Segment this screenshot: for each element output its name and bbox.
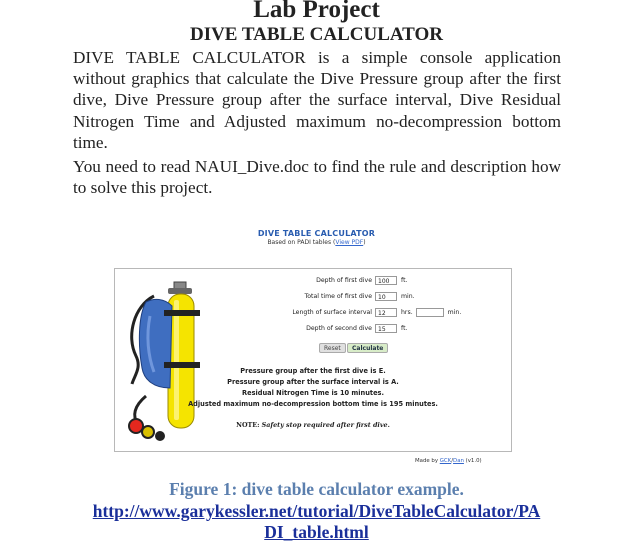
time-first-dive-input[interactable]: 10 bbox=[375, 292, 397, 301]
result-adjusted-bottom-time: Adjusted maximum no-decompression bottom time is 195 minutes. bbox=[188, 400, 438, 408]
instruction-paragraph: You need to read NAUI_Dive.doc to find the rule and description how to solve this project. bbox=[73, 157, 561, 198]
depth-first-dive-row bbox=[230, 276, 407, 285]
surface-interval-label: Length of surface interval bbox=[292, 309, 372, 316]
note-text: Safety stop required after first dive. bbox=[261, 421, 390, 429]
safety-note bbox=[114, 421, 512, 429]
time-first-dive-label: Total time of first dive bbox=[304, 293, 372, 300]
reset-button[interactable]: Reset bbox=[319, 343, 346, 353]
result-pressure-group-surface: Pressure group after the surface interval is A. bbox=[227, 378, 399, 386]
figure-caption: Figure 1: dive table calculator example. bbox=[169, 479, 464, 499]
made-by-credit bbox=[415, 458, 482, 464]
depth-second-dive-unit: ft. bbox=[401, 325, 408, 332]
made-by-prefix: Made by bbox=[415, 458, 440, 464]
made-by-separator: / bbox=[451, 458, 454, 464]
made-by-link-gck[interactable]: GCK bbox=[439, 458, 452, 464]
depth-first-dive-unit: ft. bbox=[401, 277, 408, 284]
made-by-link-dan[interactable]: Dan bbox=[453, 458, 464, 464]
source-url-line2[interactable]: DI_table.html bbox=[264, 522, 369, 542]
doc-title: Lab Project bbox=[253, 0, 380, 23]
doc-subtitle: DIVE TABLE CALCULATOR bbox=[189, 24, 444, 45]
result-residual-nitrogen: Residual Nitrogen Time is 10 minutes. bbox=[242, 389, 384, 397]
surface-interval-minutes-unit: min. bbox=[447, 309, 462, 316]
surface-interval-minutes-input[interactable] bbox=[416, 308, 444, 317]
surface-interval-hours-unit: hrs. bbox=[401, 309, 413, 316]
intro-paragraph: DIVE TABLE CALCULATOR is a simple console application without graphics that calculate the Dive Pressure group after the first dive, Dive Pressure group after the surface interval, Dive Residual Nitrogen Time and Adjusted maximum no-decompression bottom time. bbox=[73, 48, 561, 152]
calculator-title: DIVE TABLE CALCULATOR bbox=[257, 229, 376, 238]
depth-first-dive-label: Depth of first dive bbox=[316, 277, 372, 284]
depth-second-dive-row bbox=[230, 324, 407, 333]
time-first-dive-unit: min. bbox=[401, 293, 415, 300]
note-label: NOTE: bbox=[236, 421, 260, 429]
surface-interval-hours-input[interactable]: 12 bbox=[375, 308, 397, 317]
subtitle-suffix: ) bbox=[363, 239, 366, 246]
depth-second-dive-label: Depth of second dive bbox=[306, 325, 372, 332]
made-by-version: (v1.0) bbox=[463, 458, 482, 464]
time-first-dive-row bbox=[230, 292, 415, 301]
source-url-line1[interactable]: http://www.garykessler.net/tutorial/DiveTableCalculator/PA bbox=[92, 501, 541, 521]
surface-interval-row bbox=[230, 308, 461, 317]
result-pressure-group-first: Pressure group after the first dive is E. bbox=[240, 367, 386, 375]
calculate-button[interactable]: Calculate bbox=[347, 343, 388, 353]
subtitle-prefix: Based on PADI tables ( bbox=[267, 239, 336, 246]
calculator-subtitle bbox=[0, 239, 633, 246]
depth-first-dive-input[interactable]: 100 bbox=[375, 276, 397, 285]
view-pdf-link[interactable]: View PDF bbox=[335, 239, 364, 246]
depth-second-dive-input[interactable]: 15 bbox=[375, 324, 397, 333]
